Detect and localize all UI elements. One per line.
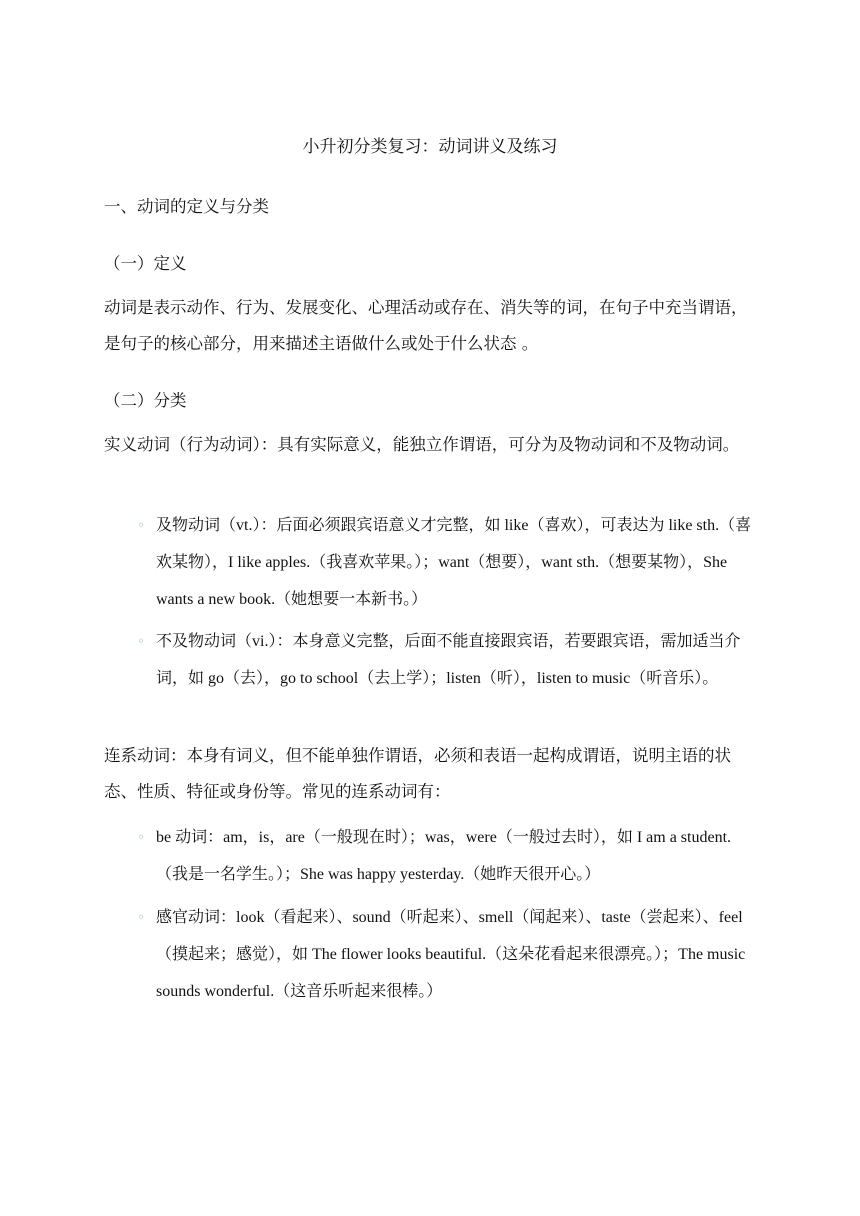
list-item-text: be 动词：am，is，are（一般现在时）；was，were（一般过去时），如 I am a student.（我是一名学生。）；She was happy yesterday.（她昨天很开心。） [156, 829, 732, 883]
bullet-icon: ◦ [137, 518, 145, 532]
bullet-icon: ◦ [137, 634, 145, 648]
section-heading-definition-classification: 一、动词的定义与分类 [104, 197, 269, 216]
list-item-transitive-verbs [137, 507, 756, 618]
notional-verbs-intro: 实义动词（行为动词）：具有实际意义，能独立作谓语，可分为及物动词和不及物动词。 [104, 435, 740, 454]
list-item-text: 不及物动词（vi.）：本身意义完整，后面不能直接跟宾语，若要跟宾语，需加适当介词，如 go（去），go to school（去上学）；listen（听），listen to music（听音乐）。 [156, 633, 741, 687]
linking-verbs-intro: 连系动词：本身有词义，但不能单独作谓语，必须和表语一起构成谓语，说明主语的状态、性质、特征或身份等。常见的连系动词有： [104, 746, 731, 801]
document-title: 小升初分类复习：动词讲义及练习 [302, 137, 558, 157]
list-item-sense-verbs [137, 899, 756, 1010]
list-item-text: 及物动词（vt.）：后面必须跟宾语意义才完整，如 like（喜欢），可表达为 like sth.（喜欢某物），I like apples.（我喜欢苹果。）；want（想要），want sth.（想要某物），She wants a new book.（她想要一本新书。） [156, 517, 752, 608]
list-item-text: 感官动词：look（看起来）、sound（听起来）、smell（闻起来）、taste（尝起来）、feel（摸起来；感觉），如 The flower looks beautiful.（这朵花看起来很漂亮。）；The music sounds wonderful.（这音乐听起来很棒。） [156, 909, 746, 1000]
subheading-definition: （一）定义 [104, 254, 187, 273]
bullet-icon: ◦ [137, 830, 145, 844]
list-item-intransitive-verbs [137, 623, 756, 697]
subheading-classification: （二）分类 [104, 391, 187, 410]
definition-paragraph: 动词是表示动作、行为、发展变化、心理活动或存在、消失等的词，在句子中充当谓语，是句子的核心部分，用来描述主语做什么或处于什么状态 。 [104, 298, 748, 353]
bullet-icon: ◦ [137, 910, 145, 924]
list-item-be-verbs [137, 819, 756, 893]
